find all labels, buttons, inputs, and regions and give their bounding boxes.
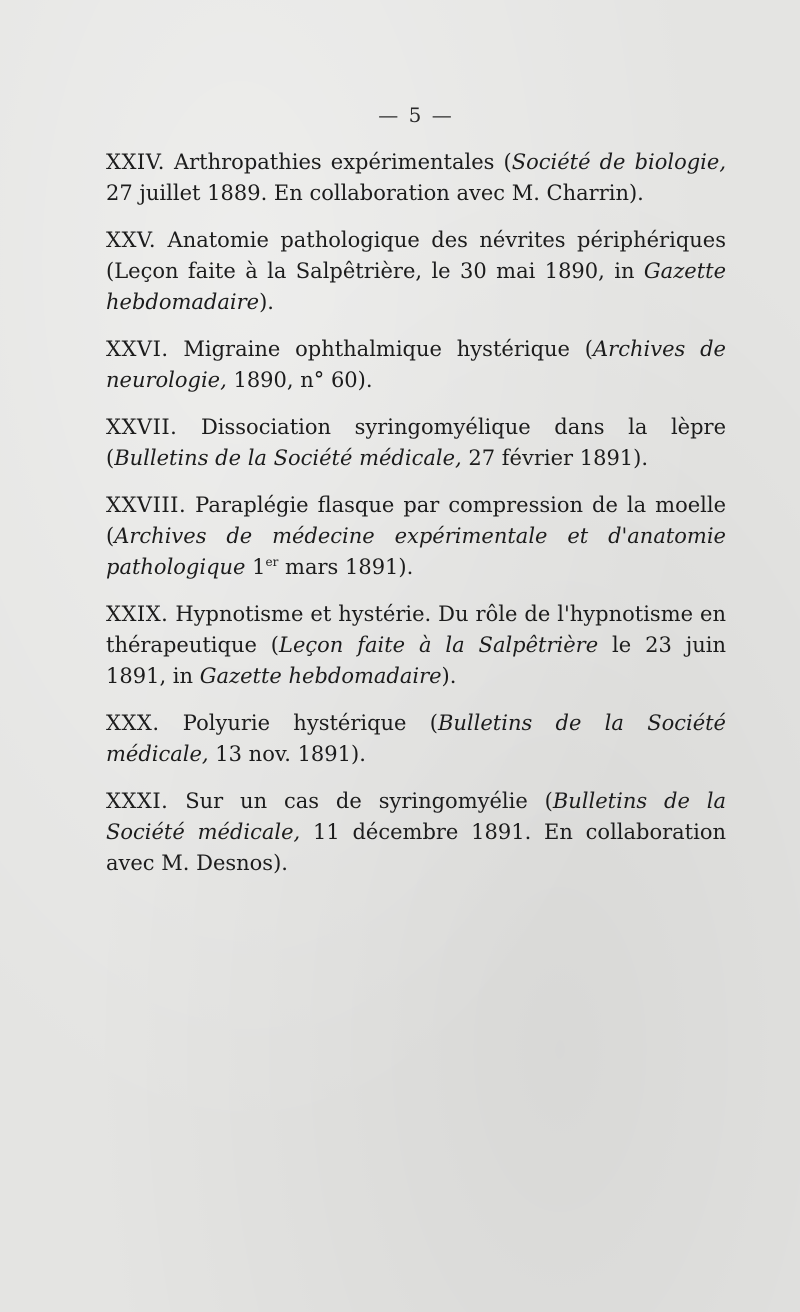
entry-source: Société de biologie, [511, 150, 726, 174]
entry-text: 13 nov. 1891). [208, 742, 366, 766]
bibliography-entry [106, 490, 726, 583]
entry-source: Archives de neurologie, [106, 337, 726, 392]
entry-text: 27 juillet 1889. En collaboration avec M. Charrin). [106, 181, 644, 205]
bibliography-entry [106, 147, 726, 209]
entry-text: 27 février 1891). [461, 446, 649, 470]
entry-source: Gazette hebdomadaire [106, 259, 726, 314]
entry-source: Bulletins de la Société médicale, [114, 446, 462, 470]
bibliography-entry [106, 412, 726, 474]
entry-text: Polyurie hystérique ( [159, 711, 438, 735]
entry-number: XXVII. [106, 415, 178, 439]
bibliography-entry [106, 708, 726, 770]
entry-text: le 23 juin 1891, in [106, 633, 727, 688]
entry-text: Paraplégie flasque par compression de la moelle ( [106, 493, 726, 548]
entry-source: Gazette hebdomadaire [199, 664, 442, 688]
entry-superscript: er [265, 555, 279, 569]
bibliography-entry [106, 599, 726, 692]
entry-number: XXV. [106, 228, 157, 252]
entry-text: ). [441, 664, 457, 688]
entry-number: XXIX. [106, 602, 169, 626]
entry-text: Migraine ophthalmique hystérique ( [168, 337, 593, 361]
bibliography-entry [106, 225, 726, 318]
entry-text: Hypnotisme et hystérie. Du rôle de l'hypnotisme en thérapeutique ( [106, 602, 726, 657]
entry-text: Sur un cas de syringomyélie ( [168, 789, 553, 813]
entry-source: Leçon faite à la Salpêtrière [279, 633, 599, 657]
entry-text: Anatomie pathologique des névrites périphériques (Leçon faite à la Salpêtrière, le 30 mai 1890, in [106, 228, 726, 283]
entry-text: 11 décembre 1891. En collaboration avec M. Desnos). [106, 820, 726, 875]
bibliography-entry [106, 334, 726, 396]
entry-source: Bulletins de la Société médicale, [106, 711, 726, 766]
entry-text: Arthropathies expérimentales ( [164, 150, 512, 174]
entry-text: Dissociation syringomyélique dans la lèpre ( [106, 415, 726, 470]
entry-number: XXXI. [106, 789, 169, 813]
entry-number: XXVI. [106, 337, 169, 361]
entry-text: mars 1891). [278, 555, 414, 579]
page-number: — 5 — [378, 103, 454, 127]
entry-text: 1 [245, 555, 266, 579]
entry-text: 1890, n° 60). [226, 368, 373, 392]
entry-number: XXX. [106, 711, 160, 735]
entry-source: Bulletins de la Société médicale, [106, 789, 726, 844]
entry-source: Archives de médecine expérimentale et d'anatomie pathologique [106, 524, 726, 579]
bibliography-entry [106, 786, 726, 879]
entry-number: XXVIII. [106, 493, 187, 517]
text-block [106, 100, 726, 895]
entry-number: XXIV. [106, 150, 165, 174]
entry-text: ). [259, 290, 274, 314]
